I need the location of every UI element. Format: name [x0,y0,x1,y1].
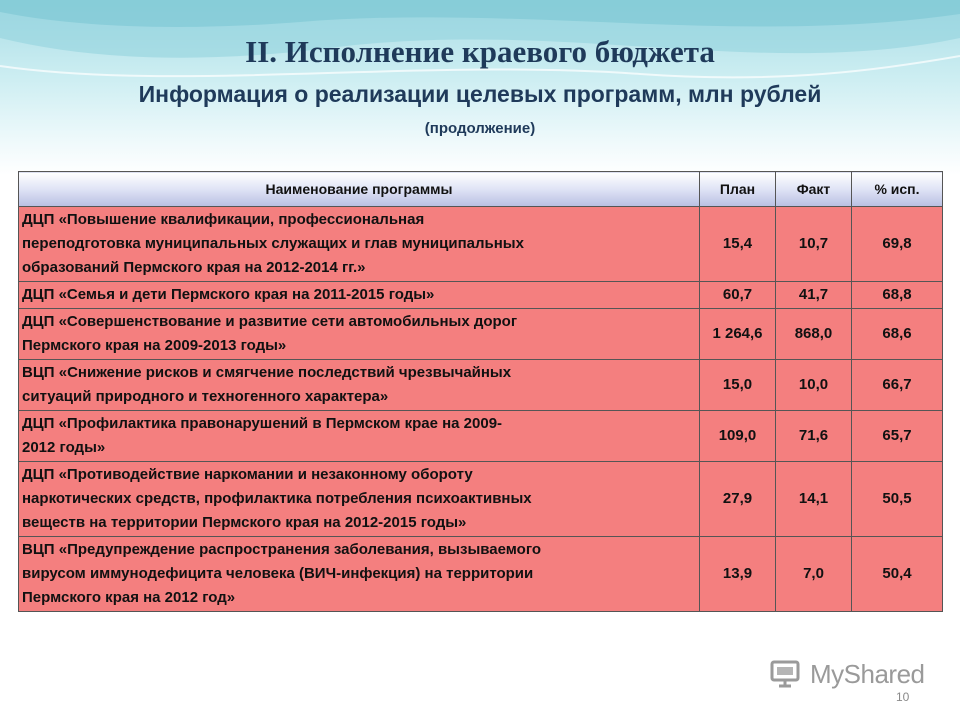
percent-cell: 50,5 [852,462,943,537]
percent-cell: 65,7 [852,411,943,462]
header-percent: % исп. [852,172,943,207]
presentation-screen-icon [770,659,804,689]
plan-cell: 15,4 [700,207,776,282]
program-name-line: вирусом иммунодефицита человека (ВИЧ-инфекция) на территории [22,565,534,582]
program-name-cell [19,537,700,612]
header-plan: План [700,172,776,207]
program-name-cell [19,282,700,309]
slide-subtitle: Информация о реализации целевых программ, млн рублей [138,81,822,107]
table-row [19,462,943,537]
program-name-line: веществ на территории Пермского края на 2012-2015 годы» [22,514,467,531]
program-name-line: ДЦП «Совершенствование и развитие сети автомобильных дорог [22,313,518,330]
program-name-cell [19,309,700,360]
percent-cell: 68,8 [852,282,943,309]
program-name-line: ДЦП «Противодействие наркомании и незаконному обороту [22,466,473,483]
program-name-cell [19,462,700,537]
table-row [19,537,943,612]
fact-cell: 10,0 [776,360,852,411]
program-name-line: ситуаций природного и техногенного характера» [22,388,389,405]
fact-cell: 41,7 [776,282,852,309]
page-number: 10 [896,690,910,704]
table-row [19,207,943,282]
plan-cell: 27,9 [700,462,776,537]
programs-table [18,171,943,612]
header-fact: Факт [776,172,852,207]
watermark [770,658,925,690]
program-name-line: наркотических средств, профилактика потребления психоактивных [22,490,532,507]
fact-cell: 10,7 [776,207,852,282]
plan-cell: 13,9 [700,537,776,612]
plan-cell: 15,0 [700,360,776,411]
fact-cell: 14,1 [776,462,852,537]
program-name-line: Пермского края на 2009-2013 годы» [22,337,287,354]
program-name-cell [19,360,700,411]
table-row [19,411,943,462]
percent-cell: 69,8 [852,207,943,282]
program-name-line: ДЦП «Семья и дети Пермского края на 2011-2015 годы» [22,286,435,303]
fact-cell: 71,6 [776,411,852,462]
table-row [19,360,943,411]
plan-cell: 1 264,6 [700,309,776,360]
fact-cell: 868,0 [776,309,852,360]
continued-label: (продолжение) [424,120,536,137]
table-row [19,309,943,360]
program-name-line: Пермского края на 2012 год» [22,589,236,606]
program-name-line: ВЦП «Снижение рисков и смягчение последствий чрезвычайных [22,364,512,381]
plan-cell: 60,7 [700,282,776,309]
program-name-line: ДЦП «Повышение квалификации, профессиональная [22,211,425,228]
watermark-text: MyShared [810,658,925,689]
program-name-line: ДЦП «Профилактика правонарушений в Пермском крае на 2009- [22,415,503,432]
program-name-cell [19,207,700,282]
percent-cell: 68,6 [852,309,943,360]
program-name-line: образований Пермского края на 2012-2014 гг.» [22,259,366,276]
program-name-cell [19,411,700,462]
fact-cell: 7,0 [776,537,852,612]
program-name-line: переподготовка муниципальных служащих и глав муниципальных [22,235,524,252]
program-name-line: ВЦП «Предупреждение распространения заболевания, вызываемого [22,541,542,558]
program-name-line: 2012 годы» [22,439,106,456]
percent-cell: 50,4 [852,537,943,612]
slide-title: II. Исполнение краевого бюджета [245,34,715,69]
percent-cell: 66,7 [852,360,943,411]
plan-cell: 109,0 [700,411,776,462]
header-program-name: Наименование программы [19,172,700,207]
table-header-row [19,172,943,207]
table-row [19,282,943,309]
